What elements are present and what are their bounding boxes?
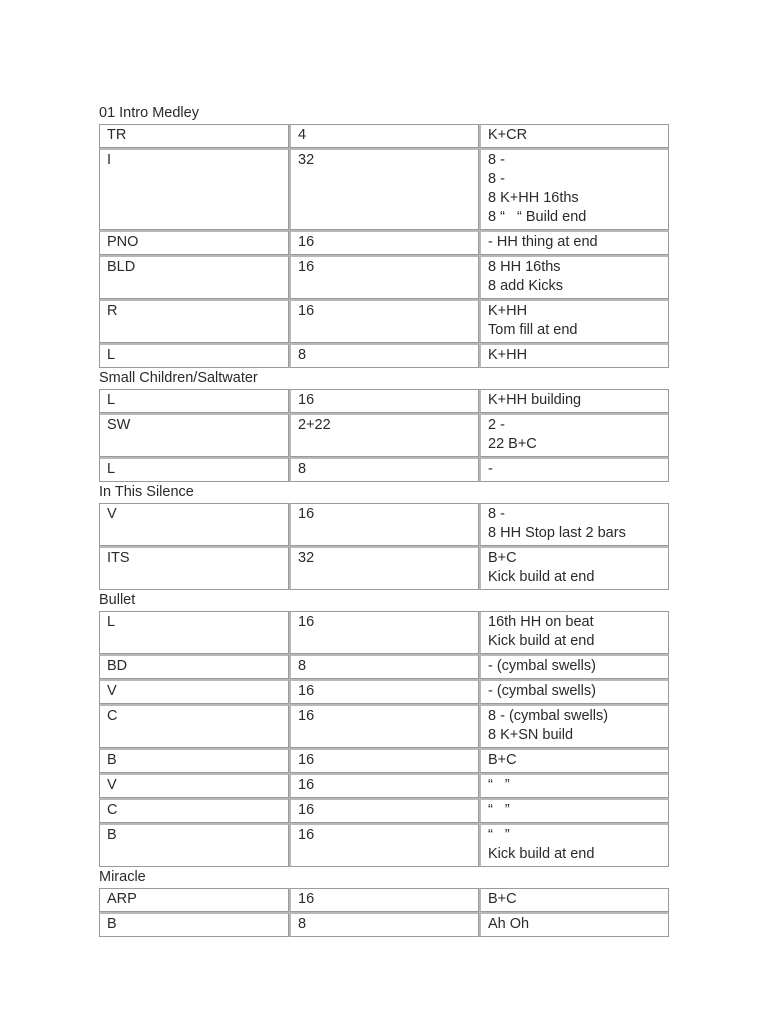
part-cell: L <box>99 389 289 413</box>
table-row <box>99 748 669 773</box>
table-row <box>99 230 669 255</box>
note-line: Ah Oh <box>488 916 530 932</box>
part-cell: R <box>99 299 289 343</box>
notes-cell <box>479 823 669 867</box>
section-table <box>99 888 669 937</box>
bars-cell: 8 <box>289 912 479 937</box>
part-cell: V <box>99 503 289 546</box>
table-row <box>99 611 669 654</box>
note-line: Kick build at end <box>488 633 595 649</box>
table-row <box>99 389 669 413</box>
note-line: K+HH <box>488 303 528 319</box>
bars-cell: 8 <box>289 654 479 679</box>
note-line: B+C <box>488 550 517 566</box>
note-line: B+C <box>488 891 517 907</box>
table-row <box>99 343 669 368</box>
note-line: B+C <box>488 752 517 768</box>
part-cell: ITS <box>99 546 289 590</box>
note-line: 2 - <box>488 417 505 433</box>
notes-cell <box>479 124 669 148</box>
bars-cell: 16 <box>289 503 479 546</box>
bars-cell: 16 <box>289 704 479 748</box>
bars-cell: 16 <box>289 255 479 299</box>
bars-cell: 32 <box>289 546 479 590</box>
table-row <box>99 888 669 912</box>
section-table <box>99 611 669 867</box>
table-row <box>99 503 669 546</box>
part-cell: TR <box>99 124 289 148</box>
notes-cell <box>479 704 669 748</box>
notes-cell <box>479 654 669 679</box>
notes-cell <box>479 679 669 704</box>
note-line: “ ” <box>488 802 510 818</box>
note-line: - <box>488 461 493 477</box>
bars-cell: 8 <box>289 343 479 368</box>
bars-cell: 16 <box>289 299 479 343</box>
bars-cell: 16 <box>289 230 479 255</box>
notes-cell <box>479 773 669 798</box>
note-line: “ ” <box>488 827 510 843</box>
note-line: Kick build at end <box>488 846 595 862</box>
note-line: 8 “ “ Build end <box>488 209 587 225</box>
note-line: K+HH building <box>488 392 582 408</box>
note-line: - HH thing at end <box>488 234 598 250</box>
note-line: 8 K+HH 16ths <box>488 190 579 206</box>
note-line: 8 HH 16ths <box>488 259 561 275</box>
note-line: K+HH <box>488 347 528 363</box>
table-row <box>99 255 669 299</box>
notes-cell <box>479 888 669 912</box>
note-line: - (cymbal swells) <box>488 658 596 674</box>
notes-cell <box>479 748 669 773</box>
table-row <box>99 413 669 457</box>
note-line: Tom fill at end <box>488 322 578 338</box>
note-line: Kick build at end <box>488 569 595 585</box>
notes-cell <box>479 457 669 482</box>
section-title: In This Silence <box>99 484 194 500</box>
table-row <box>99 773 669 798</box>
part-cell: BLD <box>99 255 289 299</box>
section-title: Small Children/Saltwater <box>99 370 258 386</box>
note-line: 22 B+C <box>488 436 537 452</box>
note-line: 8 add Kicks <box>488 278 563 294</box>
table-row <box>99 823 669 867</box>
notes-cell <box>479 255 669 299</box>
table-row <box>99 912 669 937</box>
section-title: Miracle <box>99 869 146 885</box>
part-cell: PNO <box>99 230 289 255</box>
note-line: 8 - <box>488 152 505 168</box>
note-line: 8 - <box>488 171 505 187</box>
table-row <box>99 704 669 748</box>
bars-cell: 16 <box>289 888 479 912</box>
notes-cell <box>479 413 669 457</box>
part-cell: B <box>99 748 289 773</box>
bars-cell: 8 <box>289 457 479 482</box>
note-line: “ ” <box>488 777 510 793</box>
bars-cell: 16 <box>289 748 479 773</box>
table-row <box>99 124 669 148</box>
part-cell: C <box>99 798 289 823</box>
part-cell: I <box>99 148 289 230</box>
note-line: 8 - (cymbal swells) <box>488 708 609 724</box>
note-line: 8 K+SN build <box>488 727 574 743</box>
table-row <box>99 654 669 679</box>
bars-cell: 16 <box>289 389 479 413</box>
section-table <box>99 503 669 590</box>
table-row <box>99 299 669 343</box>
notes-cell <box>479 343 669 368</box>
note-line: 16th HH on beat <box>488 614 594 630</box>
bars-cell: 16 <box>289 823 479 867</box>
section-title: 01 Intro Medley <box>99 105 199 121</box>
note-line: - (cymbal swells) <box>488 683 596 699</box>
section-title: Bullet <box>99 592 136 608</box>
part-cell: B <box>99 912 289 937</box>
bars-cell: 16 <box>289 773 479 798</box>
note-line: K+CR <box>488 127 528 143</box>
part-cell: C <box>99 704 289 748</box>
part-cell: L <box>99 343 289 368</box>
note-line: 8 HH Stop last 2 bars <box>488 525 626 541</box>
notes-cell <box>479 389 669 413</box>
table-row <box>99 679 669 704</box>
part-cell: SW <box>99 413 289 457</box>
part-cell: BD <box>99 654 289 679</box>
table-row <box>99 148 669 230</box>
bars-cell: 16 <box>289 611 479 654</box>
notes-cell <box>479 148 669 230</box>
bars-cell: 32 <box>289 148 479 230</box>
notes-cell <box>479 798 669 823</box>
part-cell: B <box>99 823 289 867</box>
part-cell: L <box>99 611 289 654</box>
bars-cell: 4 <box>289 124 479 148</box>
section-table <box>99 124 669 368</box>
table-row <box>99 798 669 823</box>
part-cell: ARP <box>99 888 289 912</box>
table-row <box>99 546 669 590</box>
notes-cell <box>479 546 669 590</box>
bars-cell: 2+22 <box>289 413 479 457</box>
part-cell: V <box>99 773 289 798</box>
notes-cell <box>479 611 669 654</box>
bars-cell: 16 <box>289 679 479 704</box>
notes-cell <box>479 299 669 343</box>
part-cell: V <box>99 679 289 704</box>
notes-cell <box>479 230 669 255</box>
bars-cell: 16 <box>289 798 479 823</box>
section-table <box>99 389 669 482</box>
note-line: 8 - <box>488 506 505 522</box>
table-row <box>99 457 669 482</box>
setlist-document <box>99 103 669 937</box>
part-cell: L <box>99 457 289 482</box>
notes-cell <box>479 912 669 937</box>
notes-cell <box>479 503 669 546</box>
